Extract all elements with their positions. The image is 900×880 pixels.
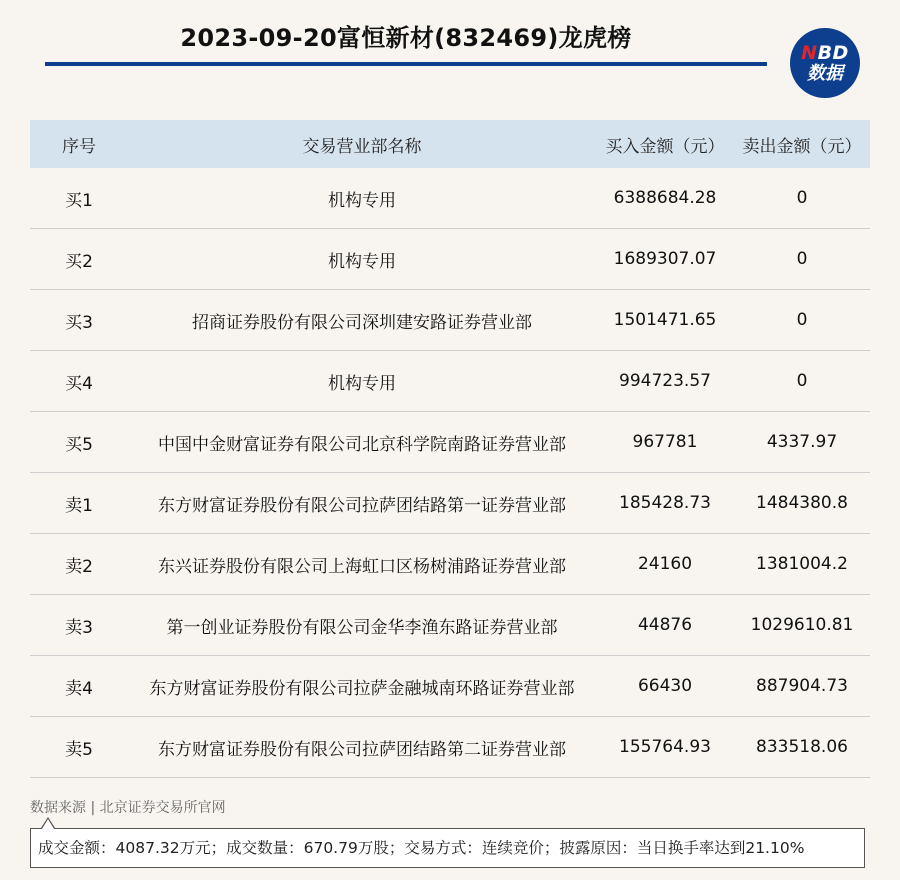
cell-seq: 卖4 xyxy=(30,656,128,717)
logo-letters-bd: BD xyxy=(817,41,849,64)
cell-sell-amount: 0 xyxy=(734,229,870,290)
cell-buy-amount: 967781 xyxy=(596,412,734,473)
cell-seq: 买3 xyxy=(30,290,128,351)
cell-sell-amount: 0 xyxy=(734,168,870,229)
cell-branch-name: 东方财富证券股份有限公司拉萨金融城南环路证券营业部 xyxy=(128,656,596,717)
table-header-row xyxy=(30,120,870,168)
cell-sell-amount: 0 xyxy=(734,290,870,351)
cell-branch-name: 机构专用 xyxy=(128,351,596,412)
table-row xyxy=(30,168,870,229)
cell-buy-amount: 44876 xyxy=(596,595,734,656)
cell-branch-name: 东方财富证券股份有限公司拉萨团结路第二证券营业部 xyxy=(128,717,596,778)
header-buy-amount: 买入金额（元） xyxy=(596,120,734,168)
table-row xyxy=(30,656,870,717)
callout-pointer-fill xyxy=(42,819,54,829)
table-row xyxy=(30,290,870,351)
cell-branch-name: 东方财富证券股份有限公司拉萨团结路第一证券营业部 xyxy=(128,473,596,534)
cell-seq: 卖3 xyxy=(30,595,128,656)
cell-branch-name: 招商证券股份有限公司深圳建安路证券营业部 xyxy=(128,290,596,351)
cell-branch-name: 中国中金财富证券有限公司北京科学院南路证券营业部 xyxy=(128,412,596,473)
cell-seq: 买4 xyxy=(30,351,128,412)
cell-buy-amount: 66430 xyxy=(596,656,734,717)
table-row xyxy=(30,412,870,473)
cell-sell-amount: 887904.73 xyxy=(734,656,870,717)
cell-sell-amount: 0 xyxy=(734,351,870,412)
cell-seq: 卖2 xyxy=(30,534,128,595)
logo-wordmark xyxy=(801,41,849,64)
table-row xyxy=(30,351,870,412)
cell-seq: 卖1 xyxy=(30,473,128,534)
table-row xyxy=(30,717,870,778)
cell-branch-name: 机构专用 xyxy=(128,168,596,229)
cell-sell-amount: 1484380.8 xyxy=(734,473,870,534)
cell-buy-amount: 1501471.65 xyxy=(596,290,734,351)
table-row xyxy=(30,595,870,656)
dragon-tiger-table xyxy=(30,120,870,778)
table-row xyxy=(30,229,870,290)
cell-sell-amount: 833518.06 xyxy=(734,717,870,778)
title-underline xyxy=(45,62,767,66)
cell-sell-amount: 1029610.81 xyxy=(734,595,870,656)
cell-branch-name: 第一创业证券股份有限公司金华李渔东路证券营业部 xyxy=(128,595,596,656)
page-title: 2023-09-20富恒新材(832469)龙虎榜 xyxy=(180,24,632,52)
cell-buy-amount: 155764.93 xyxy=(596,717,734,778)
cell-seq: 卖5 xyxy=(30,717,128,778)
cell-buy-amount: 994723.57 xyxy=(596,351,734,412)
cell-buy-amount: 6388684.28 xyxy=(596,168,734,229)
header-sell-amount: 卖出金额（元） xyxy=(734,120,870,168)
cell-buy-amount: 185428.73 xyxy=(596,473,734,534)
cell-seq: 买1 xyxy=(30,168,128,229)
trade-summary-callout: 成交金额：4087.32万元；成交数量：670.79万股；交易方式：连续竞价；披露原因：当日换手率达到21.10% xyxy=(30,828,865,868)
logo-subtitle: 数据 xyxy=(807,62,843,84)
cell-branch-name: 东兴证券股份有限公司上海虹口区杨树浦路证券营业部 xyxy=(128,534,596,595)
cell-branch-name: 机构专用 xyxy=(128,229,596,290)
table-row xyxy=(30,473,870,534)
table-row xyxy=(30,534,870,595)
cell-buy-amount: 1689307.07 xyxy=(596,229,734,290)
cell-seq: 买2 xyxy=(30,229,128,290)
nbd-logo xyxy=(790,28,860,98)
cell-sell-amount: 4337.97 xyxy=(734,412,870,473)
cell-sell-amount: 1381004.2 xyxy=(734,534,870,595)
cell-buy-amount: 24160 xyxy=(596,534,734,595)
logo-letter-n: N xyxy=(801,41,818,64)
header-branch-name: 交易营业部名称 xyxy=(128,120,596,168)
header-seq: 序号 xyxy=(30,120,128,168)
data-source-note: 数据来源 | 北京证券交易所官网 xyxy=(30,800,226,816)
cell-seq: 买5 xyxy=(30,412,128,473)
